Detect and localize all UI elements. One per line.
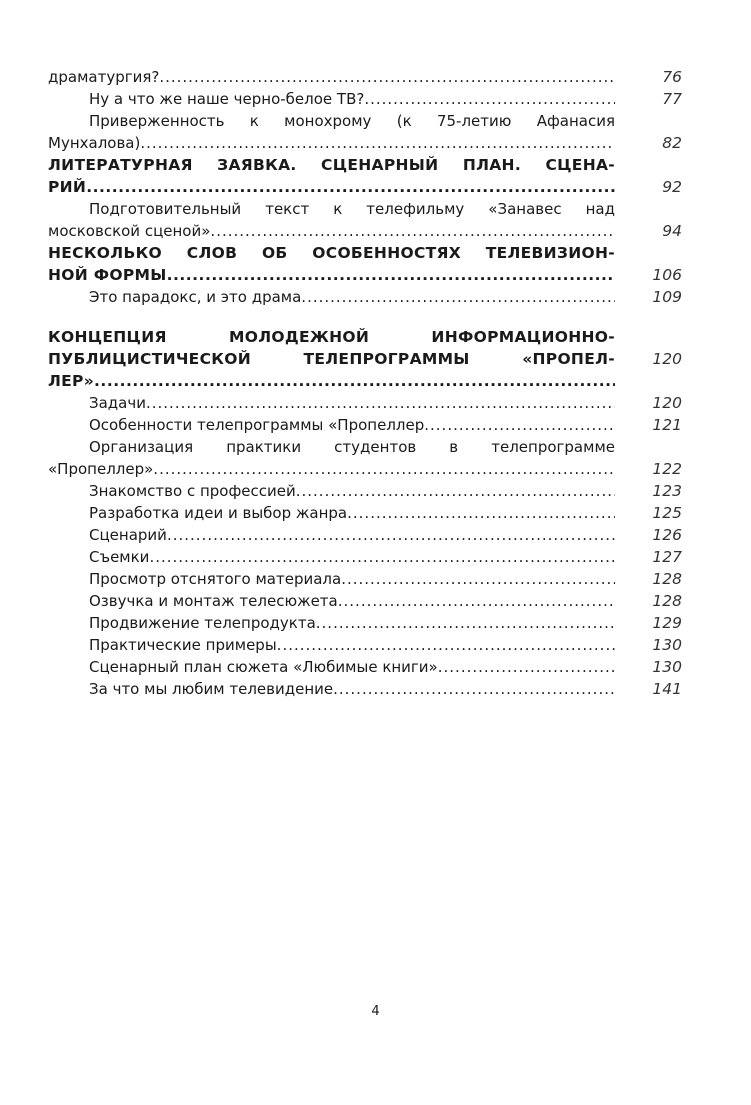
entry-title-line	[48, 392, 615, 414]
toc-section-entry[interactable]	[48, 392, 682, 414]
toc-section-entry[interactable]	[48, 110, 682, 154]
entry-title-line	[48, 568, 615, 590]
entry-title-text: Мунхалова)	[48, 134, 141, 152]
entry-title-text: Продвижение телепродукта	[89, 614, 316, 632]
dot-leader	[364, 88, 615, 110]
toc-section-entry[interactable]	[48, 66, 682, 88]
entry-title-line	[48, 264, 615, 286]
entry-title	[48, 502, 615, 524]
dot-leader	[146, 392, 615, 414]
entry-page-number: 125	[652, 504, 682, 522]
entry-page-number: 109	[652, 288, 682, 306]
entry-title-text: Озвучка и монтаж телесюжета	[89, 592, 338, 610]
dot-leader	[153, 458, 615, 480]
entry-title-text: Сценарный план сюжета «Любимые книги»	[89, 658, 438, 676]
entry-title-text: драматургия?	[48, 68, 160, 86]
dot-leader	[159, 66, 615, 88]
toc-section-entry[interactable]	[48, 678, 682, 700]
toc-section-entry[interactable]	[48, 88, 682, 110]
entry-title-line	[48, 132, 615, 154]
entry-title-line	[48, 66, 615, 88]
toc-chapter-entry[interactable]	[48, 154, 682, 198]
dot-leader	[316, 612, 615, 634]
entry-page-number: 82	[662, 134, 682, 152]
entry-page-number: 77	[662, 90, 682, 108]
entry-title	[48, 590, 615, 612]
entry-title-line	[48, 612, 615, 634]
entry-title-line	[48, 176, 615, 198]
entry-page-number: 130	[652, 636, 682, 654]
entry-title-line: ПУБЛИЦИСТИЧЕСКОЙ ТЕЛЕПРОГРАММЫ «ПРОПЕЛ-	[48, 350, 615, 368]
entry-title-text: За что мы любим телевидение	[89, 680, 334, 698]
entry-title-line: ЛИТЕРАТУРНАЯ ЗАЯВКА. СЦЕНАРНЫЙ ПЛАН. СЦЕНА-	[48, 156, 615, 174]
entry-title-line	[48, 634, 615, 656]
entry-page-number: 128	[652, 592, 682, 610]
entry-page-number: 129	[652, 614, 682, 632]
entry-title	[48, 612, 615, 634]
dot-leader	[140, 132, 615, 154]
entry-page-number: 92	[662, 178, 682, 196]
dot-leader	[149, 546, 615, 568]
toc-section-entry[interactable]	[48, 634, 682, 656]
entry-title-text: Сценарий	[89, 526, 167, 544]
entry-title-text: Ну а что же наше черно-белое ТВ?	[89, 90, 365, 108]
entry-title-line	[48, 286, 615, 308]
entry-page-number: 128	[652, 570, 682, 588]
entry-title-text: Особенности телепрограммы «Пропеллер	[89, 416, 425, 434]
entry-title-line	[48, 88, 615, 110]
entry-title-line	[48, 502, 615, 524]
toc-section-entry[interactable]	[48, 198, 682, 242]
dot-leader	[210, 220, 615, 242]
toc-section-entry[interactable]	[48, 546, 682, 568]
toc-chapter-entry[interactable]	[48, 242, 682, 286]
entry-title-line	[48, 414, 615, 436]
entry-title	[48, 568, 615, 590]
entry-title-text: Съемки	[89, 548, 150, 566]
entry-title-line	[48, 524, 615, 546]
dot-leader	[338, 590, 615, 612]
entry-title-text: «Пропеллер»	[48, 460, 154, 478]
dot-leader	[347, 502, 615, 524]
entry-title	[48, 414, 615, 436]
dot-leader	[167, 524, 615, 546]
entry-title-line: Организация практики студентов в телепрограмме	[89, 438, 615, 456]
entry-title	[48, 110, 615, 154]
entry-title-text: Это парадокс, и это драма	[89, 288, 302, 306]
entry-page-number: 120	[652, 394, 682, 412]
entry-page-number: 126	[652, 526, 682, 544]
entry-title-line: НЕСКОЛЬКО СЛОВ ОБ ОСОБЕННОСТЯХ ТЕЛЕВИЗИОН-	[48, 244, 615, 262]
dot-leader	[277, 634, 615, 656]
entry-page-number: 141	[652, 680, 682, 698]
toc-section-entry[interactable]	[48, 502, 682, 524]
toc-section-entry[interactable]	[48, 568, 682, 590]
entry-title-text: Просмотр отснятого материала	[89, 570, 342, 588]
entry-page-number: 130	[652, 658, 682, 676]
page-number: 4	[371, 1004, 380, 1019]
entry-page-number: 94	[662, 222, 682, 240]
entry-title-line	[48, 678, 615, 700]
dot-leader	[301, 286, 615, 308]
entry-title-line	[48, 370, 615, 392]
entry-title	[48, 480, 615, 502]
entry-title	[48, 66, 615, 88]
entry-title-line	[48, 656, 615, 678]
entry-title-text: Практические примеры	[89, 636, 277, 654]
entry-title	[48, 546, 615, 568]
toc-section-entry[interactable]	[48, 436, 682, 480]
entry-page-number: 106	[652, 266, 682, 284]
toc-section-entry[interactable]	[48, 480, 682, 502]
entry-page-number: 122	[652, 460, 682, 478]
toc-section-entry[interactable]	[48, 590, 682, 612]
entry-title-line: Подготовительный текст к телефильму «Занавес над	[89, 200, 615, 218]
dot-leader	[333, 678, 615, 700]
entry-title-line: КОНЦЕПЦИЯ МОЛОДЕЖНОЙ ИНФОРМАЦИОННО-	[48, 328, 615, 346]
entry-title-text: московской сценой»	[48, 222, 211, 240]
dot-leader	[86, 176, 615, 198]
dot-leader	[167, 264, 615, 286]
table-of-contents	[48, 66, 682, 700]
entry-title	[48, 88, 615, 110]
entry-title-line	[48, 590, 615, 612]
entry-title	[48, 154, 615, 198]
entry-title	[48, 656, 615, 678]
entry-page-number: 120	[652, 350, 682, 368]
entry-title-text: РИЙ	[48, 178, 87, 196]
toc-section-entry[interactable]	[48, 524, 682, 546]
toc-section-entry[interactable]	[48, 286, 682, 308]
entry-title	[48, 198, 615, 242]
entry-title	[48, 392, 615, 414]
toc-section-entry[interactable]	[48, 414, 682, 436]
entry-title-line	[48, 480, 615, 502]
entry-title	[48, 678, 615, 700]
entry-title	[48, 436, 615, 480]
entry-page-number: 127	[652, 548, 682, 566]
dot-leader	[438, 656, 615, 678]
dot-leader	[296, 480, 615, 502]
entry-page-number: 121	[652, 416, 682, 434]
entry-title-line: Приверженность к монохрому (к 75-летию Афанасия	[89, 112, 615, 130]
entry-title-text: Знакомство с профессией	[89, 482, 296, 500]
entry-title-text: НОЙ ФОРМЫ	[48, 266, 167, 284]
entry-title-text: Разработка идеи и выбор жанра	[89, 504, 348, 522]
toc-chapter-entry[interactable]	[48, 326, 682, 392]
entry-title	[48, 286, 615, 308]
dot-leader	[94, 370, 615, 392]
entry-title	[48, 634, 615, 656]
entry-title	[48, 524, 615, 546]
entry-title-line	[48, 546, 615, 568]
entry-page-number: 76	[662, 68, 682, 86]
dot-leader	[341, 568, 615, 590]
entry-title-text: Задачи	[89, 394, 146, 412]
toc-section-entry[interactable]	[48, 612, 682, 634]
entry-title	[48, 326, 615, 392]
entry-title-line	[48, 220, 615, 242]
entry-title	[48, 242, 615, 286]
entry-page-number: 123	[652, 482, 682, 500]
entry-title-text: ЛЕР»	[48, 372, 95, 390]
dot-leader	[424, 414, 615, 436]
toc-section-entry[interactable]	[48, 656, 682, 678]
entry-title-line	[48, 458, 615, 480]
